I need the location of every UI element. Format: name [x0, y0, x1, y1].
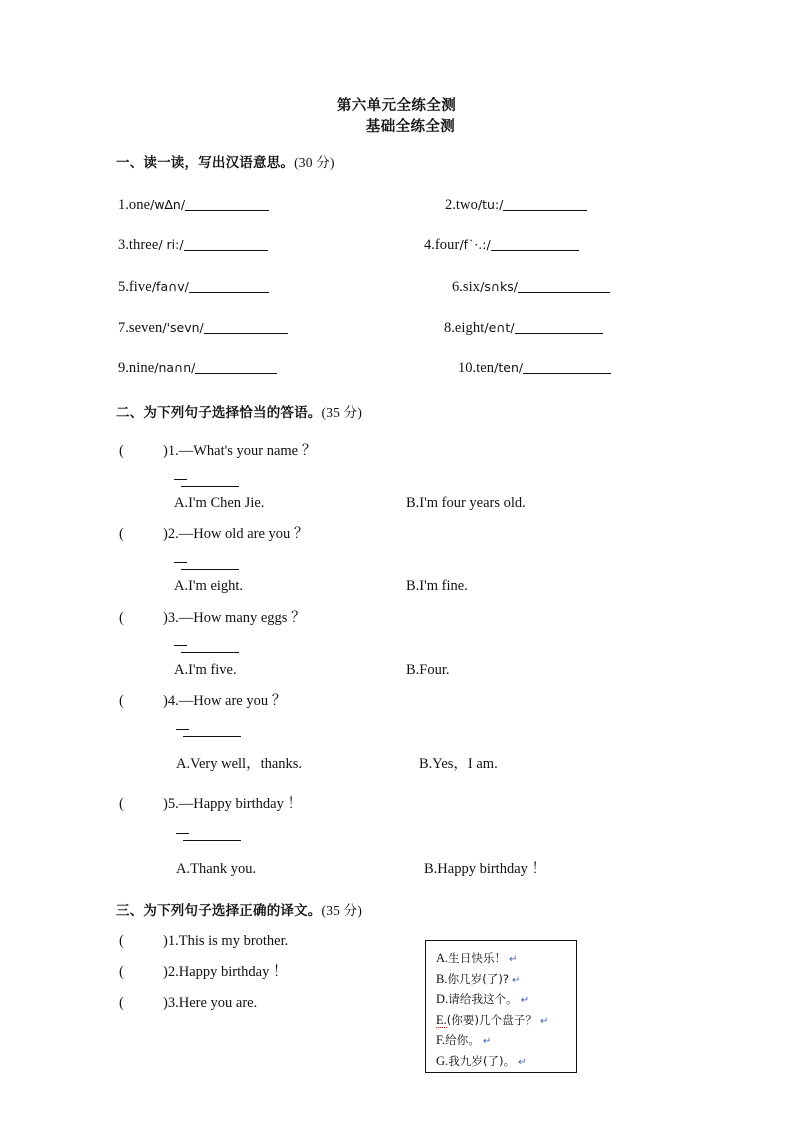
section-1-points: (30 分) — [294, 155, 335, 170]
answer-line-2[interactable] — [174, 555, 239, 571]
vocab-num-1: 1. — [118, 197, 129, 213]
reply-dash-5 — [176, 833, 189, 834]
answer-bank-line-a — [436, 949, 576, 970]
t-paren-close-3: ) — [163, 995, 168, 1011]
section-1-title: 一、读一读，写出汉语意思。 — [116, 155, 295, 171]
answer-slot-2[interactable] — [119, 524, 163, 544]
section-3-points: (35 分) — [321, 903, 363, 918]
answer-line-5[interactable] — [176, 826, 241, 842]
vocab-ipa-3: / ri:/ — [158, 237, 184, 252]
match-prompt-4: —How are you ？ — [178, 693, 287, 709]
paren-open-3: ( — [119, 610, 124, 626]
translation-answer-slot-3[interactable] — [119, 993, 163, 1013]
match-prompt-2: —How old are you ？ — [178, 526, 309, 542]
answer-bank-line-b — [436, 970, 576, 991]
pilcrow-icon-g: ↵ — [518, 1056, 527, 1068]
answer-line-1[interactable] — [174, 472, 239, 488]
match-option-a-1[interactable]: A.I'm Chen Jie. — [174, 495, 265, 511]
t-paren-open-2: ( — [119, 964, 124, 980]
vocab-word-2: two — [455, 197, 478, 213]
vocab-blank-7[interactable] — [204, 319, 288, 334]
reply-dash-4 — [176, 729, 189, 730]
answer-bank-label-d: D. — [436, 992, 449, 1006]
vocab-row-3 — [0, 277, 793, 299]
vocab-item-10 — [458, 358, 611, 378]
answer-slot-5[interactable] — [119, 794, 163, 814]
title-line-secondary: 基础全练全测 — [365, 119, 456, 135]
vocab-num-4: 4. — [424, 237, 435, 253]
paren-open-1: ( — [119, 443, 124, 459]
match-num-1: 1. — [167, 443, 179, 459]
vocab-blank-6[interactable] — [518, 278, 610, 293]
answer-bank-box — [425, 940, 577, 1073]
paren-open-5: ( — [119, 796, 124, 812]
answer-slot-1[interactable] — [119, 441, 163, 461]
vocab-item-2 — [445, 195, 587, 215]
t-sentence-1: This is my brother. — [178, 933, 289, 949]
vocab-blank-4[interactable] — [491, 236, 579, 251]
vocab-item-9 — [118, 358, 277, 378]
vocab-blank-8[interactable] — [515, 319, 603, 334]
pilcrow-icon-e: ↵ — [539, 1015, 549, 1027]
t-sentence-2: Happy birthday ！ — [178, 964, 288, 980]
answer-bank-text-b: 你几岁(了)? — [447, 971, 510, 986]
title-line-primary: 第六单元全练全测 — [336, 98, 457, 114]
vocab-word-9: nine — [128, 360, 155, 376]
pilcrow-icon-f: ↵ — [482, 1036, 492, 1047]
answer-bank-text-d: 请给我这个。 — [448, 992, 518, 1006]
vocab-ipa-7: /'sevn/ — [162, 320, 204, 335]
match-prompt-5: —Happy birthday ！ — [178, 796, 302, 812]
answer-bank-label-a: A. — [436, 951, 449, 965]
reply-dash-2 — [174, 562, 187, 563]
vocab-word-8: eight — [454, 320, 485, 336]
vocab-word-10: ten — [476, 360, 495, 376]
vocab-num-7: 7. — [118, 320, 129, 336]
match-question-4[interactable] — [119, 691, 286, 711]
match-option-a-2[interactable]: A.I'm eight. — [174, 578, 244, 594]
vocab-num-10: 10. — [458, 360, 477, 376]
match-num-4: 4. — [167, 693, 179, 709]
vocab-ipa-2: /tu:/ — [477, 197, 504, 212]
paren-close-4: ) — [163, 693, 168, 709]
t-num-2: 2. — [167, 964, 179, 980]
t-paren-close-2: ) — [163, 964, 168, 980]
paren-open-2: ( — [119, 526, 124, 542]
t-sentence-3: Here you are. — [178, 995, 258, 1011]
vocab-ipa-4: /f˙·.:/ — [459, 237, 491, 252]
match-option-b-2[interactable]: B.I'm fine. — [406, 578, 468, 594]
match-prompt-1: —What's your name ？ — [178, 443, 317, 459]
match-option-b-4[interactable]: B.Yes，I am. — [419, 756, 498, 772]
match-option-b-3[interactable]: B.Four. — [406, 662, 450, 678]
vocab-blank-3[interactable] — [184, 236, 268, 251]
answer-bank-text-g: 我九岁(了)。 — [448, 1053, 516, 1068]
match-option-a-5[interactable]: A.Thank you. — [176, 861, 257, 877]
match-option-b-1[interactable]: B.I'm four years old. — [406, 495, 526, 511]
t-paren-close-1: ) — [163, 933, 168, 949]
answer-bank-line-g — [436, 1052, 576, 1073]
vocab-blank-9[interactable] — [195, 359, 277, 374]
vocab-item-7 — [118, 318, 288, 338]
translation-question-1[interactable] — [119, 931, 288, 951]
vocab-ipa-6: /s∩ks/ — [480, 279, 518, 294]
vocab-word-1: one — [128, 197, 151, 213]
answer-line-3[interactable] — [174, 638, 239, 654]
answer-slot-4[interactable] — [119, 691, 163, 711]
match-option-a-3[interactable]: A.I'm five. — [174, 662, 237, 678]
answer-line-4[interactable] — [176, 722, 241, 738]
match-num-5: 5. — [167, 796, 179, 812]
pilcrow-icon-d: ↵ — [520, 995, 530, 1006]
pilcrow-icon-b: ↵ — [512, 974, 521, 986]
reply-dash-1 — [174, 479, 187, 480]
vocab-item-6 — [452, 277, 610, 297]
vocab-blank-1[interactable] — [185, 196, 269, 211]
t-num-1: 1. — [167, 933, 179, 949]
vocab-num-5: 5. — [118, 279, 129, 295]
answer-bank-label-b: B. — [436, 971, 448, 986]
answer-bank-line-d — [436, 990, 576, 1011]
reply-blank-3[interactable] — [181, 652, 239, 653]
vocab-row-1 — [0, 195, 793, 217]
section-2-title: 二、为下列句子选择恰当的答语。 — [116, 405, 322, 421]
vocab-num-9: 9. — [118, 360, 129, 376]
vocab-blank-10[interactable] — [523, 359, 611, 374]
reply-blank-5[interactable] — [183, 840, 241, 841]
match-option-a-4[interactable]: A.Very well，thanks. — [176, 756, 303, 772]
answer-bank-label-e: E. — [436, 1012, 447, 1027]
match-question-3[interactable] — [119, 608, 306, 628]
answer-bank-line-e — [436, 1011, 576, 1032]
vocab-word-5: five — [128, 279, 152, 295]
answer-bank-label-g: G. — [436, 1053, 449, 1068]
translation-question-3[interactable] — [119, 993, 257, 1013]
t-paren-open-1: ( — [119, 933, 124, 949]
translation-question-2[interactable] — [119, 962, 287, 982]
answer-slot-3[interactable] — [119, 608, 163, 628]
vocab-row-4 — [0, 318, 793, 340]
pilcrow-icon-a: ↵ — [509, 954, 518, 965]
answer-bank-text-a: 生日快乐！ — [448, 951, 507, 965]
answer-bank-label-f: F. — [436, 1033, 446, 1047]
vocab-ipa-5: /fa∩v/ — [151, 279, 189, 294]
vocab-num-8: 8. — [444, 320, 455, 336]
vocab-ipa-1: /w∆n/ — [150, 197, 186, 212]
paren-close-2: ) — [163, 526, 168, 542]
t-num-3: 3. — [167, 995, 179, 1011]
vocab-row-5 — [0, 358, 793, 380]
vocab-word-7: seven — [128, 320, 163, 336]
reply-blank-1[interactable] — [181, 486, 239, 487]
answer-bank-text-f: 给你。 — [445, 1033, 480, 1047]
vocab-word-6: six — [462, 279, 481, 295]
match-question-5[interactable] — [119, 794, 302, 814]
vocab-ipa-10: /ten/ — [494, 360, 524, 375]
vocab-num-6: 6. — [452, 279, 463, 295]
t-paren-open-3: ( — [119, 995, 124, 1011]
section-heading-2 — [116, 401, 362, 421]
vocab-ipa-9: /na∩n/ — [154, 360, 196, 375]
paren-close-5: ) — [163, 796, 168, 812]
reply-dash-3 — [174, 645, 187, 646]
match-question-2[interactable] — [119, 524, 308, 544]
vocab-blank-5[interactable] — [189, 278, 269, 293]
vocab-item-5 — [118, 277, 269, 297]
reply-blank-2[interactable] — [181, 569, 239, 570]
section-heading-3 — [116, 899, 362, 919]
vocab-num-3: 3. — [118, 237, 129, 253]
answer-bank-line-f — [436, 1031, 576, 1052]
reply-blank-4[interactable] — [183, 736, 241, 737]
paren-close-3: ) — [163, 610, 168, 626]
match-option-b-5[interactable]: B.Happy birthday ！ — [424, 861, 547, 877]
vocab-item-8 — [444, 318, 603, 338]
section-3-title: 三、为下列句子选择正确的译文。 — [116, 903, 322, 919]
vocab-word-4: four — [434, 237, 460, 253]
paren-close-1: ) — [163, 443, 168, 459]
vocab-ipa-8: /e∩t/ — [484, 320, 515, 335]
vocab-word-3: three — [128, 237, 159, 253]
answer-bank-text-e: (你要)几个盘子？ — [446, 1012, 537, 1027]
vocab-item-4 — [424, 235, 579, 255]
paren-open-4: ( — [119, 693, 124, 709]
match-question-1[interactable] — [119, 441, 316, 461]
match-num-3: 3. — [167, 610, 179, 626]
section-2-points: (35 分) — [321, 405, 363, 420]
vocab-num-2: 2. — [445, 197, 456, 213]
translation-answer-slot-2[interactable] — [119, 962, 163, 982]
match-num-2: 2. — [167, 526, 179, 542]
vocab-row-2 — [0, 235, 793, 257]
translation-answer-slot-1[interactable] — [119, 931, 163, 951]
document-title — [0, 96, 793, 138]
match-prompt-3: —How many eggs ？ — [178, 610, 306, 626]
section-heading-1 — [116, 151, 335, 171]
vocab-blank-2[interactable] — [503, 196, 587, 211]
vocab-item-1 — [118, 195, 269, 215]
vocab-item-3 — [118, 235, 268, 255]
